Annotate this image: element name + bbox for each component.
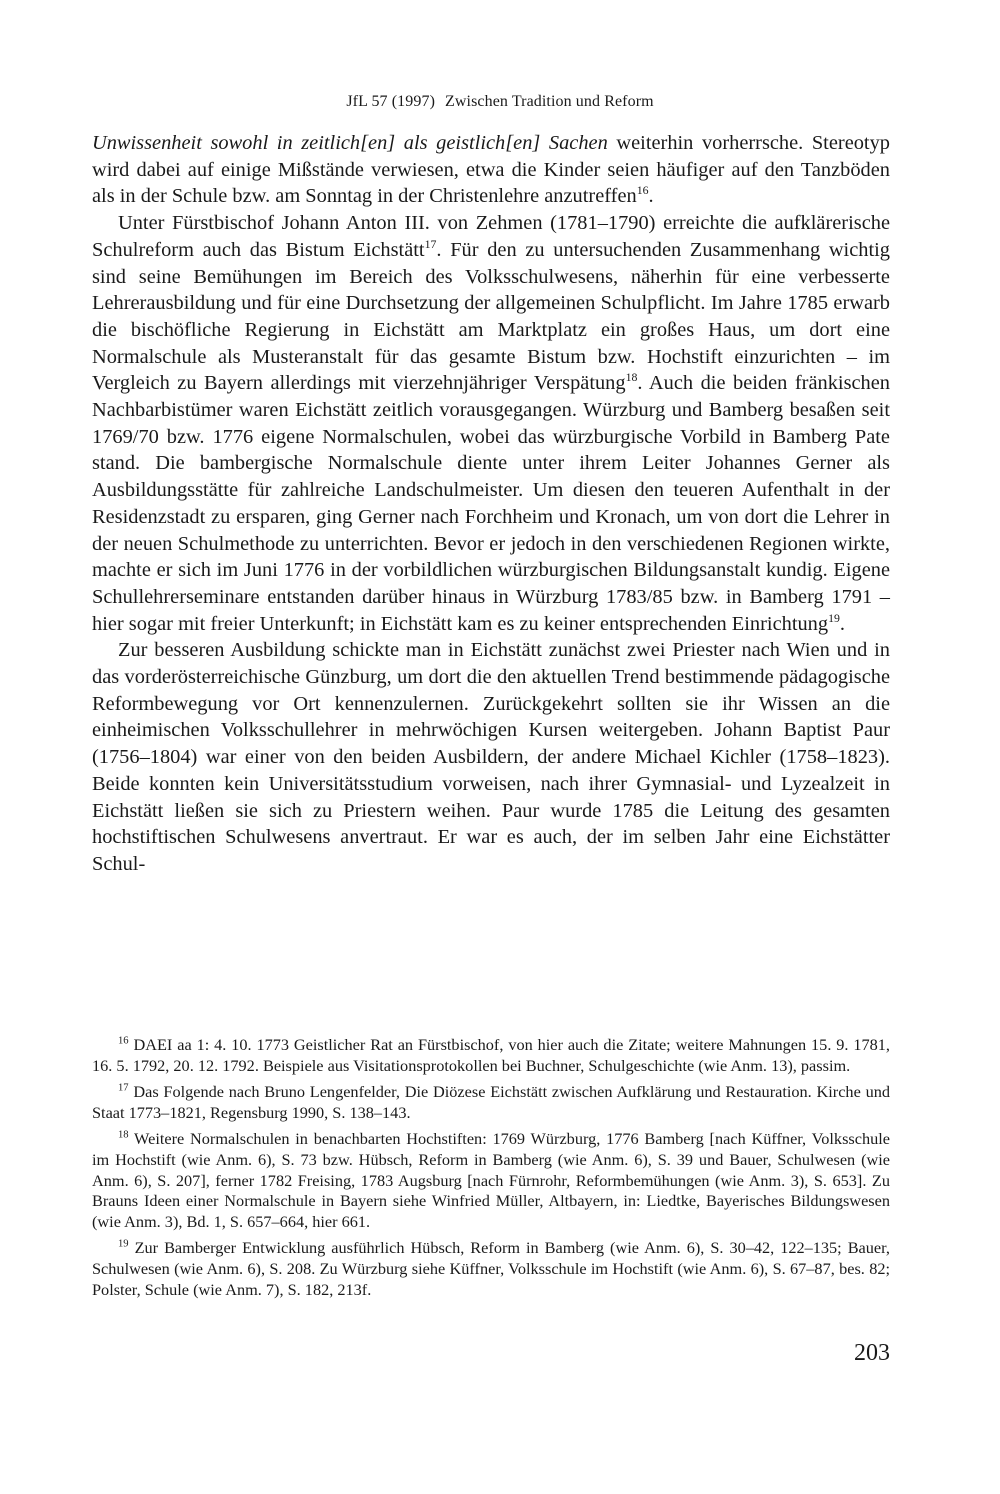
footnote-ref-17[interactable]: 17	[424, 237, 437, 252]
journal-reference: JfL 57 (1997)	[346, 93, 436, 110]
footnote-number: 18	[118, 1129, 129, 1141]
paragraph-1	[92, 130, 890, 210]
footnote-text: Zur Bamberger Entwicklung ausführlich Hübsch, Reform in Bamberg (wie Anm. 6), S. 30–42, 122–135; Bauer, Schulwesen (wie Anm. 6), S. 208. Zu Würzburg siehe Küffner, Volksschule im Hochstift (wie Anm. 6), S. 67–87, bes. 82; Polster, Schule (wie Anm. 7), S. 182, 213f.	[92, 1238, 890, 1299]
footnote-18	[92, 1129, 890, 1232]
footnote-text: DAEI aa 1: 4. 10. 1773 Geistlicher Rat an Fürstbischof, von hier auch die Zitate; weitere Mahnungen 15. 9. 1781, 16. 5. 1792, 20. 12. 1792. Beispiele aus Visitationsprotokollen bei Buchner, Schulgeschichte (wie Anm. 13), passim.	[92, 1035, 890, 1075]
paragraph-text: . Für den zu untersuchenden Zusammenhang wichtig sind seine Bemühungen im Bereich des Volksschulwesens, näherhin für eine verbesserte Lehrerausbildung und für eine Durchsetzung der allgemeinen Schulpflicht. Im Jahre 1785 erwarb die bischöfliche Regierung in Eichstätt am Marktplatz ein großes Haus, um dort eine Normalschule als Musteranstalt für das gesamte Bistum bzw. Hochstift einzurichten – im Vergleich zu Bayern allerdings mit vierzehnjähriger Verspätung	[92, 238, 890, 395]
paragraph-text: . Auch die beiden fränkischen Nachbarbistümer waren Eichstätt zeitlich vorausgegangen. Würzburg und Bamberg besaßen seit 1769/70 bzw. 1776 eigene Normalschulen, wobei das würzburgische Vorbild in Bamberg Pate stand. Die bambergische Normalschule diente unter ihrem Leiter Johannes Gerner als Ausbildungsstätte für zahlreiche Landschulmeister. Um diesen den teueren Aufenthalt in der Residenzstadt zu ersparen, ging Gerner nach Forchheim und Kronach, um von dort die Lehrer in der neuen Schulmethode zu unterrichten. Bevor er jedoch in den verschiedenen Regionen wirkte, machte er sich im Juni 1776 in der vorbildlichen würzburgischen Bildungsanstalt kundig. Eigene Schullehrerseminare entstanden darüber hinaus in Würzburg 1783/85 bzw. in Bamberg 1791 – hier sogar mit freier Unterkunft; in Eichstätt kam es zu keiner entsprechenden Einrichtung	[92, 372, 890, 635]
italic-quote: Unwissenheit sowohl in zeitlich[en] als geistlich[en] Sachen	[92, 132, 608, 154]
body-text	[92, 130, 890, 878]
running-head	[0, 93, 1000, 111]
footnote-19	[92, 1238, 890, 1300]
paragraph-2	[92, 210, 890, 637]
page-number: 203	[854, 1340, 890, 1366]
footnote-number: 16	[118, 1035, 129, 1047]
paragraph-text: .	[648, 185, 654, 208]
paragraph-text: .	[839, 612, 846, 635]
footnote-text: Weitere Normalschulen in benachbarten Hochstiften: 1769 Würzburg, 1776 Bamberg [nach Küffner, Volksschule im Hochstift (wie Anm. 6), S. 73 bzw. Hübsch, Reform in Bamberg (wie Anm. 6), S. 39 und Bauer, Schulwesen (wie Anm. 6), S. 207], ferner 1782 Freising, 1783 Augsburg [nach Fürnrohr, Reformbemühungen (wie Anm. 3), S. 653]. Zu Brauns Ideen einer Normalschule in Bayern siehe Winfried Müller, Altbayern, in: Liedtke, Bayerisches Bildungswesen (wie Anm. 3), Bd. 1, S. 657–664, hier 661.	[92, 1129, 890, 1231]
paragraph-text: Unter Fürstbischof Johann Anton III. von Zehmen (1781–1790) erreichte die aufklärerische Schulreform auch das Bistum Eichstätt	[92, 212, 890, 261]
footnote-ref-19[interactable]: 19	[828, 610, 840, 625]
paragraph-text: Zur besseren Ausbildung schickte man in Eichstätt zunächst zwei Priester nach Wien und in das vorderösterreichische Günzburg, um dort die den aktuellen Trend bestimmende pädagogische Reformbewegung vor Ort kennenzulernen. Zurückgekehrt sollten sie ihr Wissen an die einheimischen Volksschullehrer in mehrwöchigen Kursen weitergeben. Johann Baptist Paur (1756–1804) war einer von den beiden Ausbildern, der andere Michael Kichler (1758–1823). Beide konnten kein Universitätsstudium vorweisen, nach ihrer Gymnasial- und Lyzealzeit in Eichstätt ließen sie sich zu Priestern weihen. Paur wurde 1785 die Leitung des gesamten hochstiftischen Schulwesens anvertraut. Er war es auch, der im selben Jahr eine Eichstätter Schul-	[92, 639, 890, 875]
footnote-ref-18[interactable]: 18	[625, 370, 638, 385]
paragraph-text: weiterhin vorherrsche. Stereotyp wird dabei auf einige Mißstände verwiesen, etwa die Kinder seien häufiger auf den Tanzböden als in der Schule bzw. am Sonntag in der Christenlehre anzutreffen	[92, 132, 890, 208]
footnotes	[92, 1035, 890, 1306]
footnote-number: 19	[118, 1238, 129, 1250]
footnote-ref-16[interactable]: 16	[636, 183, 649, 198]
footnote-text: Das Folgende nach Bruno Lengenfelder, Die Diözese Eichstätt zwischen Aufklärung und Restauration. Kirche und Staat 1773–1821, Regensburg 1990, S. 138–143.	[92, 1082, 890, 1122]
running-title: Zwischen Tradition und Reform	[445, 93, 654, 110]
paragraph-3	[92, 637, 890, 877]
footnote-17	[92, 1082, 890, 1123]
footnote-number: 17	[118, 1082, 129, 1094]
footnote-16	[92, 1035, 890, 1076]
